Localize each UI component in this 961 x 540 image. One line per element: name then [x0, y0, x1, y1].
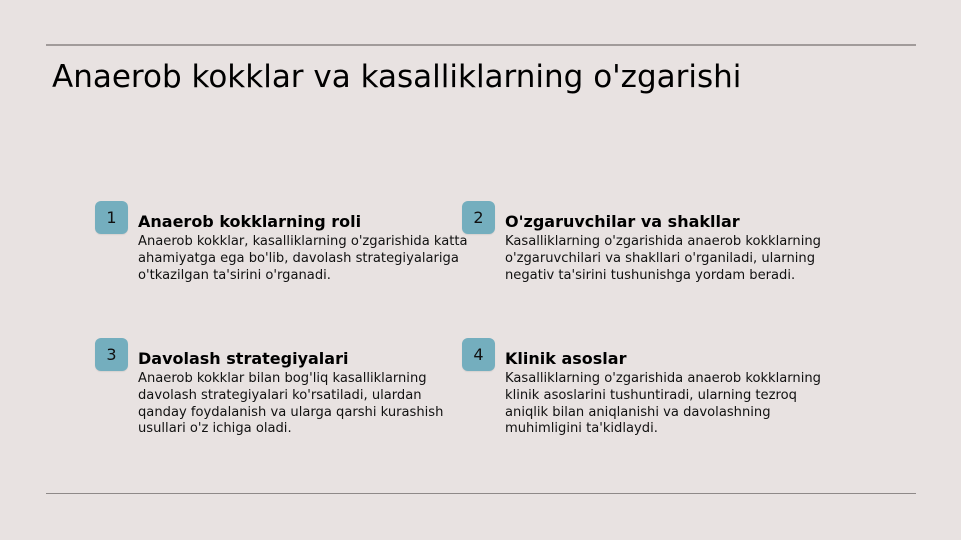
card-title: Davolash strategiyalari [138, 349, 349, 368]
card-4 [462, 338, 821, 448]
card-3 [95, 338, 444, 448]
card-description: Anaerob kokklar, kasalliklarning o'zgarishida katta ahamiyatga ega bo'lib, davolash strategiyalariga o'tkazilgan ta'sirini o'rganadi. [138, 234, 468, 283]
top-divider [46, 44, 916, 46]
card-title: Klinik asoslar [505, 349, 627, 368]
card-number-badge: 2 [462, 201, 495, 234]
card-description: Kasalliklarning o'zgarishida anaerob kokklarning klinik asoslarini tushuntiradi, ularning tezroq aniqlik bilan aniqlanishi va davolashning muhimligini ta'kidlaydi. [505, 371, 821, 437]
card-description: Kasalliklarning o'zgarishida anaerob kokklarning o'zgaruvchilari va shakllari o'rganiladi, ularning negativ ta'sirini tushunishga yordam beradi. [505, 234, 821, 283]
bottom-divider [46, 493, 916, 494]
card-number-badge: 1 [95, 201, 128, 234]
card-title: Anaerob kokklarning roli [138, 212, 362, 231]
card-title: O'zgaruvchilar va shakllar [505, 212, 740, 231]
card-2 [462, 201, 821, 311]
slide-title: Anaerob kokklar va kasalliklarning o'zgarishi [52, 59, 742, 95]
card-number-badge: 3 [95, 338, 128, 371]
card-description: Anaerob kokklar bilan bog'liq kasalliklarning davolash strategiyalari ko'rsatiladi, ulardan qanday foydalanish va ularga qarshi kurashish usullari o'z ichiga oladi. [138, 371, 444, 437]
card-number-badge: 4 [462, 338, 495, 371]
card-1 [95, 201, 468, 311]
